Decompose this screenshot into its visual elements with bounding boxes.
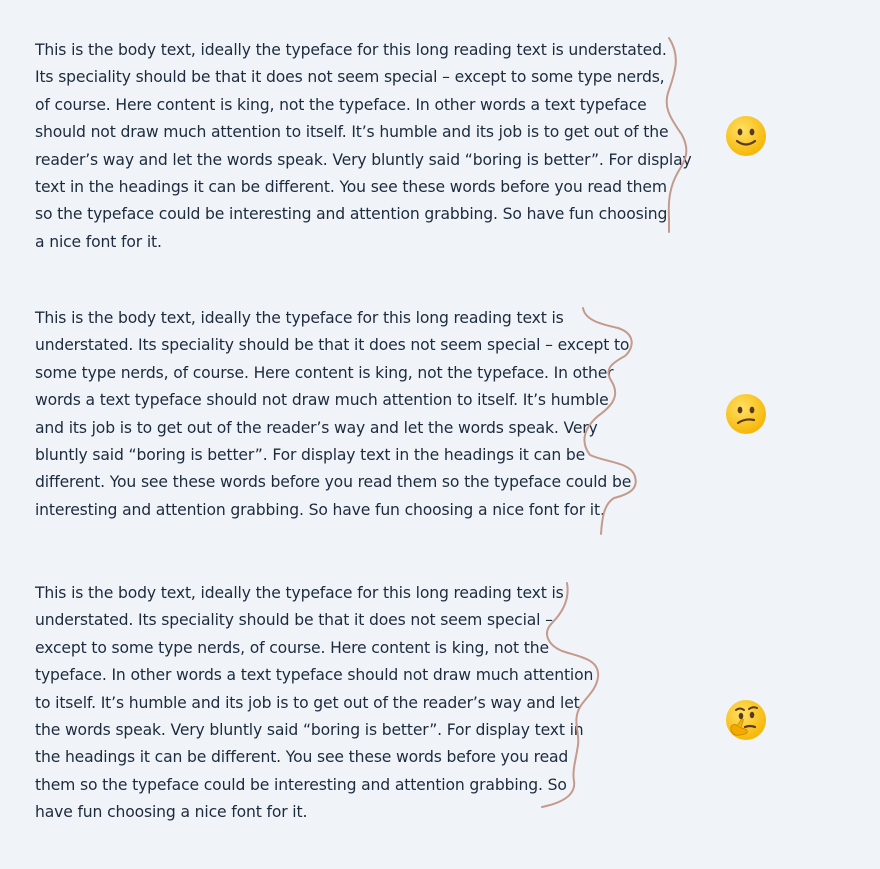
text-line: bluntly said “boring is better”. For display text in the headings it can be [35,446,586,465]
text-line: reader’s way and let the words speak. Very bluntly said “boring is better”. For display [35,150,692,169]
text-line: them so the typeface could be interesting and attention grabbing. So [35,775,567,794]
example-3 [0,565,880,865]
text-line: so the typeface could be interesting and attention grabbing. So have fun choosing [35,205,668,224]
text-line: some type nerds, of course. Here content is king, not the typeface. In other [35,363,614,382]
slightly-smiling-face-icon [725,115,767,157]
text-line: This is the body text, ideally the typeface for this long reading text is [35,584,564,602]
text-line: understated. Its speciality should be that it does not seem special – [35,611,553,630]
text-line: understated. Its speciality should be that it does not seem special – except to [35,336,630,355]
text-line: should not draw much attention to itself. It’s humble and its job is to get out of the [35,123,669,142]
text-line: the headings it can be different. You see these words before you read [35,748,569,767]
text-line: different. You see these words before you read them so the typeface could be [35,473,632,492]
text-line: interesting and attention grabbing. So have fun choosing a nice font for it. [35,500,605,519]
text-line: have fun choosing a nice font for it. [35,803,308,822]
text-line: Its speciality should be that it does not seem special – except to some type nerds, [35,68,665,87]
thinking-face-icon [725,699,767,741]
text-line: except to some type nerds, of course. Here content is king, not the [35,638,549,657]
example-2 [0,290,880,550]
text-line: and its job is to get out of the reader’s way and let the words speak. Very [35,418,598,437]
text-line: a nice font for it. [35,232,162,251]
confused-face-icon [725,393,767,435]
text-line: the words speak. Very bluntly said “boring is better”. For display text in [35,721,584,740]
text-line: This is the body text, ideally the typeface for this long reading text is [35,309,564,327]
example-1 [0,0,880,270]
text-line: to itself. It’s humble and its job is to get out of the reader’s way and let [35,693,580,712]
text-line: words a text typeface should not draw much attention to itself. It’s humble [35,391,609,410]
text-line: text in the headings it can be different. You see these words before you read them [35,178,667,197]
text-line: of course. Here content is king, not the typeface. In other words a text typeface [35,95,647,114]
text-line: typeface. In other words a text typeface should not draw much attention [35,666,594,685]
text-line: This is the body text, ideally the typeface for this long reading text is understated. [35,41,667,59]
